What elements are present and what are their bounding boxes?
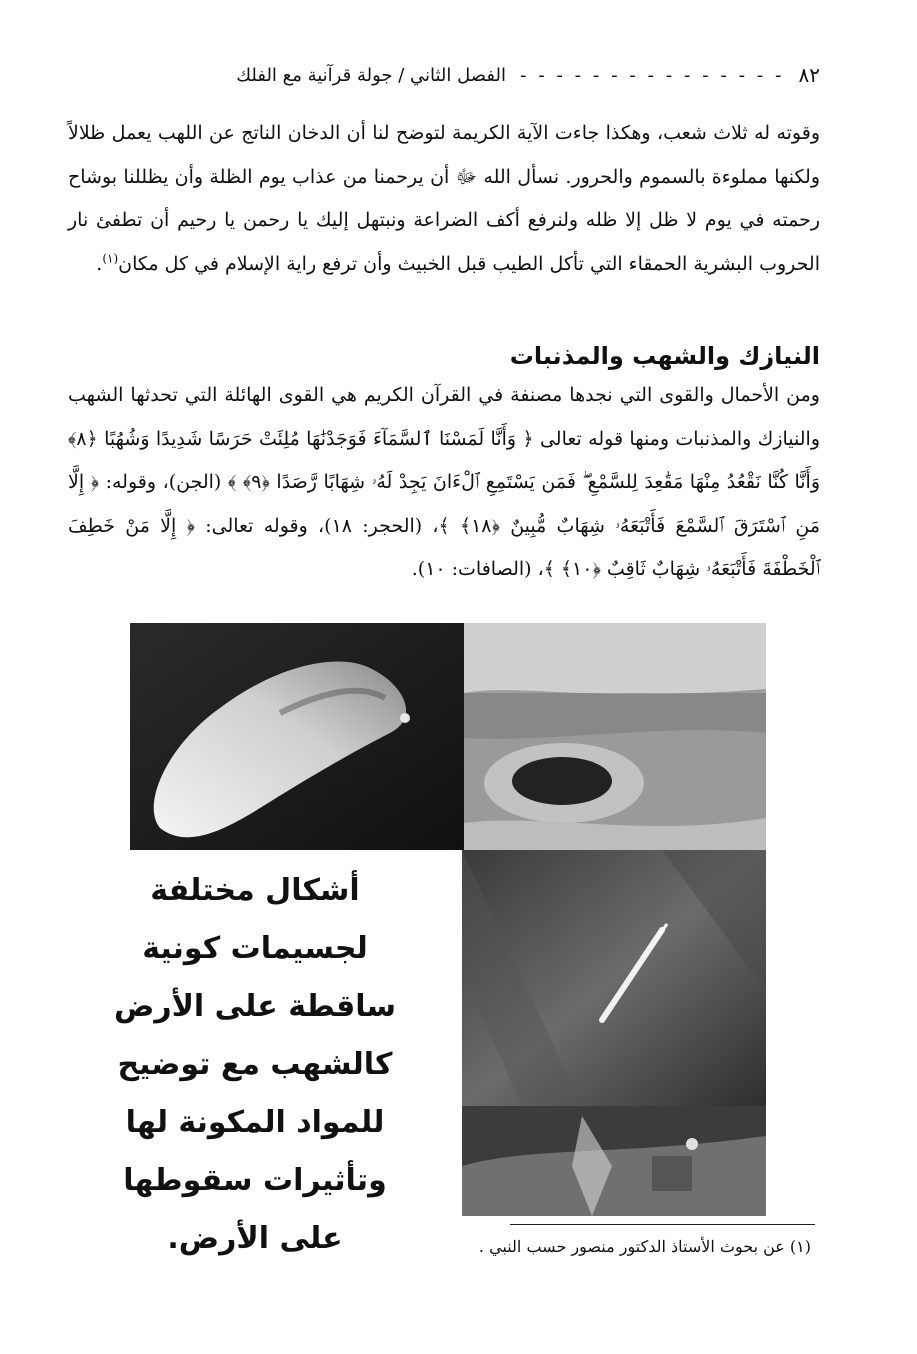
footnote-marker[interactable]: (١) [102, 251, 119, 266]
figure-caption: أشكال مختلفة لجسيمات كونية ساقطة على الأرض كالشهب مع توضيح للمواد المكونة لها وتأثيرات سقوطها على الأرض. [113, 873, 397, 1256]
header-dotted-leader: - - - - - - - - - - - - - - - [519, 64, 785, 86]
footnote-divider [510, 1224, 815, 1225]
meteor-streak-photo [462, 850, 766, 1106]
footnote: (١) عن بحوث الأستاذ الدكتور منصور حسب النبي . [478, 1237, 811, 1256]
paragraph-1-text: وقوته له ثلاث شعب، وهكذا جاءت الآية الكريمة لتوضح لنا أن الدخان الناتج عن اللهب يعمل ظلالاً ولكنها مملوءة بالسموم والحرور. نسأل الله ﷻ أن يرحمنا من عذاب يوم الظلة وأن يظللنا بوشاح رحمته في يوم لا ظل إلا ظله ولنرفع أكف الضراعة ونبتهل إليك يا رحمن يا رحيم أن تطفئ نار الحروب البشرية الحمقاء التي تأكل الطيب قبل الخبيث وأن ترفع راية الإسلام في كل مكان [68, 122, 820, 275]
running-title: الفصل الثاني / جولة قرآنية مع الفلك [236, 64, 506, 86]
impact-scene-photo [462, 1106, 766, 1216]
section-heading: النيازك والشهب والمذنبات [509, 342, 820, 370]
crater-photo [464, 623, 766, 850]
meteorite-photo [130, 623, 464, 850]
paragraph-2: ومن الأحمال والقوى التي نجدها مصنفة في القرآن الكريم هي القوى الهائلة التي تحدثها الشهب والنيازك والمذنبات ومنها قوله تعالى ﴿ وَأَنَّا لَمَسْنَا ٱلسَّمَآءَ فَوَجَدْنَٰهَا مُلِئَتْ حَرَسًا شَدِيدًا وَشُهُبًا ﴿٨﴾ وَأَنَّا كُنَّا نَقْعُدُ مِنْهَا مَقَٰعِدَ لِلسَّمْعِ ۖ فَمَن يَسْتَمِعِ ٱلْءَانَ يَجِدْ لَهُۥ شِهَابًا رَّصَدًا ﴿٩﴾ ﴾ (الجن)، وقوله: ﴿ إِلَّا مَنِ ٱسْتَرَقَ ٱلسَّمْعَ فَأَتْبَعَهُۥ شِهَابٌ مُّبِينٌ ﴿١٨﴾ ﴾، (الحجر: ١٨)، وقوله تعالى: ﴿ إِلَّا مَنْ خَطِفَ ٱلْخَطْفَةَ فَأَتْبَعَهُۥ شِهَابٌ ثَاقِبٌ ﴿١٠﴾ ﴾، (الصافات: ١٠). [68, 384, 820, 580]
page-number: ٨٢ [798, 63, 820, 87]
paragraph-1-end: . [96, 252, 103, 275]
